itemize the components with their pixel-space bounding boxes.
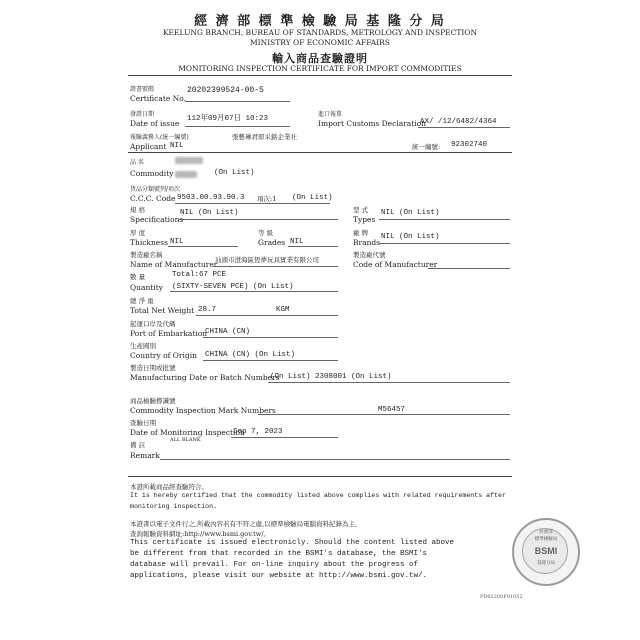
ccc-label-en: C.C.C. Code	[130, 194, 176, 203]
inspection-date-label-zh: 查驗日期	[130, 419, 156, 427]
cert-no-value: 20202399524-00-5	[187, 86, 264, 95]
electronic-note-en-4: applications, please visit our website at http://www.bsmi.gov.tw/.	[130, 572, 428, 580]
mark-label-zh: 商品檢驗標識號	[130, 397, 176, 405]
applicant-label-zh: 報驗義務人(統一編號)	[130, 134, 189, 141]
certificate-title-en: MONITORING INSPECTION CERTIFICATE FOR IMPORT COMMODITIES	[178, 64, 462, 73]
spec-label-zh: 規 格	[130, 206, 146, 214]
agency-name-zh: 經 濟 部 標 準 檢 驗 局 基 隆 分 局	[194, 14, 446, 29]
ministry-name-en: MINISTRY OF ECONOMIC AFFAIRS	[250, 38, 390, 47]
weight-label-en: Total Net Weight	[130, 306, 195, 315]
origin-value: CHINA (CN) (On List)	[205, 351, 296, 359]
item-value: (On List)	[292, 194, 333, 202]
quantity-label-en: Quantity	[130, 283, 163, 292]
brands-label-en: Brands	[353, 238, 381, 247]
applicant-name: 張藝琳君即采銘企業社	[232, 133, 297, 141]
port-label-zh: 起運口岸及代碼	[130, 320, 176, 328]
quantity-value-1: Total:67 PCE	[172, 271, 227, 279]
electronic-note-en-3: database will prevail. For on-line inquiry about the progress of	[130, 561, 419, 569]
divider	[128, 152, 512, 153]
underline	[185, 101, 290, 102]
cert-no-label-en: Certificate No.	[130, 94, 187, 103]
seal-text-1: 經濟部	[539, 530, 553, 535]
form-number: PD01200F01052	[480, 594, 523, 600]
mark-value: M56457	[378, 406, 406, 414]
commodity-label-en: Commodity	[130, 169, 174, 178]
mfr-code-label-zh: 製造廠代號	[353, 251, 386, 259]
commodity-value: (On List)	[214, 169, 255, 177]
underline	[185, 126, 290, 127]
cert-no-label-zh: 證書號碼	[130, 86, 155, 93]
manufacturer-label-en: Name of Manufacturer	[130, 260, 218, 269]
customs-label-en: Import Customs Declaration	[318, 119, 427, 128]
underline	[418, 127, 510, 128]
weight-unit: KGM	[276, 306, 290, 314]
mfg-date-label-zh: 製造日期或批號	[130, 364, 176, 372]
types-label-zh: 型 式	[353, 206, 369, 214]
mfr-code-label-en: Code of Manufacturer	[353, 260, 438, 269]
underline	[203, 360, 338, 361]
underline	[258, 414, 510, 415]
spec-value: NIL (On List)	[180, 209, 239, 217]
unified-no-value: 92302740	[451, 141, 488, 149]
manufacturer-label-zh: 製造廠名稱	[130, 251, 163, 259]
underline	[379, 243, 510, 244]
inspection-date-label-en: Date of Monitoring Inspection	[130, 428, 245, 437]
underline	[288, 246, 338, 247]
bsmi-seal	[512, 518, 580, 586]
thickness-label-zh: 厚 度	[130, 229, 146, 237]
customs-value: AX/ /12/6482/4364	[420, 118, 497, 126]
underline	[268, 382, 510, 383]
underline	[168, 246, 238, 247]
ccc-label-zh: 貨品分類號列/項次	[130, 186, 181, 193]
inspection-date-value: Sep 7, 2023	[233, 428, 283, 436]
mark-label-en: Commodity Inspection Mark Numbers	[130, 406, 276, 415]
certify-text-en-1: It is hereby certified that the commodity listed above complies with related requirements after	[130, 492, 506, 499]
seal-text-bsmi: BSMI	[534, 546, 558, 556]
remark-value: ALL BLANK	[170, 437, 201, 443]
origin-label-zh: 生產國別	[130, 342, 156, 350]
thickness-label-en: Thickness	[130, 238, 168, 247]
remark-label-en: Remark	[130, 451, 160, 460]
quantity-value-2: (SIXTY-SEVEN PCE) (On List)	[172, 283, 294, 291]
grades-label-en: Grades	[258, 238, 286, 247]
agency-name-en: KEELUNG BRANCH, BUREAU OF STANDARDS, METROLOGY AND INSPECTION	[162, 28, 478, 37]
weight-value: 28.7	[198, 306, 217, 314]
origin-label-en: Country of Origin	[130, 351, 197, 360]
underline	[178, 219, 338, 220]
mfg-date-label-en: Manufacturing Date or Batch Numbers	[130, 373, 280, 382]
seal-text-2: 標準檢驗局	[534, 537, 558, 542]
applicant-value: NIL	[170, 142, 184, 150]
ccc-value: 9503.00.93.90.3	[177, 194, 245, 202]
port-label-en: Port of Embarkation	[130, 329, 208, 338]
underline	[428, 268, 510, 269]
certificate-title-zh: 輸入商品查驗證明	[272, 52, 368, 65]
header-divider	[128, 75, 512, 76]
underline	[160, 459, 510, 460]
electronic-note-en-1: This certificate is issued electronicly. Should the content listed above	[130, 539, 455, 547]
brands-value: NIL (On List)	[381, 233, 440, 241]
spec-label-en: Specifications	[130, 215, 184, 224]
footer-divider	[128, 476, 512, 477]
issue-date-value: 112年09月07日 10:23	[187, 115, 269, 123]
port-value: CHINA (CN)	[205, 328, 251, 336]
electronic-note-zh-2: 查詢報驗資料網址:http://www.bsmi.gov.tw/。	[130, 530, 271, 538]
weight-label-zh: 總 淨 重	[130, 297, 154, 305]
unified-no-label: 統一編號:	[412, 143, 441, 151]
redacted-text	[175, 157, 203, 164]
seal-text-3: 基隆分局	[537, 561, 555, 566]
certify-text-en-2: monitoring inspection.	[130, 503, 218, 510]
underline	[379, 219, 510, 220]
types-value: NIL (On List)	[381, 209, 440, 217]
underline	[170, 291, 338, 292]
underline	[203, 337, 338, 338]
thickness-value: NIL	[170, 238, 184, 246]
grades-value: NIL	[290, 238, 304, 246]
underline	[175, 203, 330, 204]
mfg-date-value: (On List) 2308001 (On List)	[270, 373, 392, 381]
certify-text-zh: 本證所載商品經查驗符合。	[130, 483, 208, 491]
types-label-en: Types	[353, 215, 376, 224]
remark-label-zh: 備 註	[130, 441, 146, 449]
redacted-text	[175, 171, 197, 178]
customs-label-zh: 進口報單	[318, 111, 343, 118]
quantity-label-zh: 數 量	[130, 273, 146, 281]
electronic-note-zh-1: 本證書以電子文件行之,所載內容若有不符之處,以標準檢驗局電腦資料紀錄為主,	[130, 520, 358, 528]
underline	[231, 437, 338, 438]
commodity-label-zh: 品 名	[130, 159, 144, 166]
item-label: 項次:1	[257, 195, 277, 203]
brands-label-zh: 廠 牌	[353, 229, 369, 237]
manufacturer-value: 汕頭市澄海區恆夢玩具實業有限公司	[215, 256, 319, 264]
applicant-label-en: Applicant	[130, 142, 167, 151]
issue-date-label-zh: 發證日期	[130, 111, 155, 118]
underline	[196, 315, 338, 316]
grades-label-zh: 等 級	[258, 229, 274, 237]
electronic-note-en-2: be different from that recorded in the BSMI's database, the BSMI's	[130, 550, 428, 558]
issue-date-label-en: Date of issue	[130, 119, 180, 128]
underline	[213, 266, 338, 267]
